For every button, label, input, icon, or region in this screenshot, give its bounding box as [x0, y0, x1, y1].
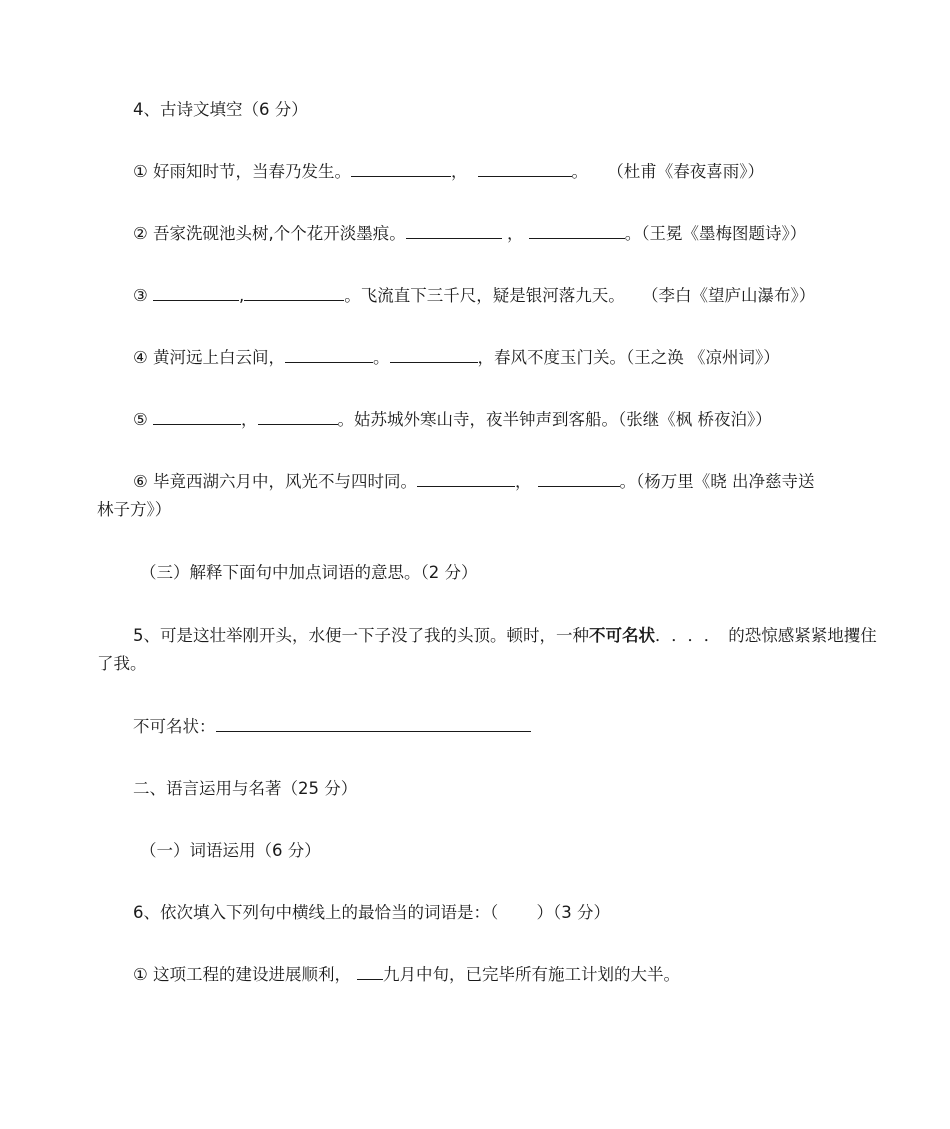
q4-item-3	[133, 285, 815, 307]
blank-line[interactable]	[529, 223, 625, 239]
poem-line: 吾家洗砚池头树,个个花开淡墨痕。	[153, 224, 406, 243]
q4-title: 4、古诗文填空（6 分）	[133, 100, 308, 119]
poem-line: 。飞流直下三千尺，疑是银河落九天。	[344, 286, 625, 305]
poem-source: （张继《枫 桥夜泊》）	[618, 410, 772, 429]
item-number: ⑥	[133, 472, 148, 491]
blank-line[interactable]	[538, 471, 620, 487]
part-2-subtitle: （一）词语运用（6 分）	[140, 841, 321, 860]
q6-title: 6、依次填入下列句中横线上的最恰当的词语是：（ ）（3 分）	[133, 903, 610, 922]
poem-line: 。姑苏城外寒山寺，夜半钟声到客船。	[337, 410, 619, 429]
poem-line: 毕竟西湖六月中，风光不与四时同。	[153, 472, 418, 491]
poem-source: （杜甫《春夜喜雨》）	[607, 162, 765, 181]
q4-item-5	[133, 409, 772, 431]
separator: ，	[507, 224, 524, 243]
q4-item-6	[133, 471, 815, 493]
separator: ,	[239, 286, 245, 305]
poem-line: 黄河远上白云间，	[153, 348, 286, 367]
q5-key-phrase: 不可名状	[589, 626, 655, 645]
q5-text-before: 5、可是这壮举刚开头，水便一下子没了我的头顶。顿时，一种	[133, 626, 589, 645]
separator: ，	[241, 410, 258, 429]
separator: ，	[451, 162, 468, 181]
q4-item-2	[133, 223, 806, 245]
blank-line[interactable]	[258, 409, 338, 425]
emphasis-dots: ．．．．	[655, 626, 729, 645]
item-number: ③	[133, 286, 148, 305]
item-number: ②	[133, 224, 148, 243]
answer-blank-line[interactable]	[216, 716, 531, 732]
period: 。	[624, 224, 642, 243]
blank-line[interactable]	[357, 964, 383, 980]
poem-line: ，春风不度玉门关。	[477, 348, 627, 367]
section-3-title: （三）解释下面句中加点词语的意思。（2 分）	[140, 563, 478, 582]
q4-item-6-cont: 林子方》）	[97, 500, 172, 519]
q6-text-a: 这项工程的建设进展顺利，	[153, 965, 352, 984]
period: 。	[571, 162, 589, 181]
blank-line[interactable]	[153, 285, 239, 301]
poem-source: （杨万里《晓 出净慈寺送	[636, 472, 815, 491]
q6-text-b: 九月中旬，已完毕所有施工计划的大半。	[383, 965, 681, 984]
poem-source: （王冕《墨梅图题诗》）	[641, 224, 807, 243]
q4-item-1	[133, 161, 764, 183]
item-number: ④	[133, 348, 148, 367]
poem-line: 好雨知时节，当春乃发生。	[153, 162, 352, 181]
poem-source: （王之涣 《凉州词》）	[626, 348, 780, 367]
blank-line[interactable]	[285, 347, 373, 363]
q4-item-4	[133, 347, 780, 369]
item-number: ①	[133, 965, 148, 984]
q6-item-1	[133, 964, 680, 986]
blank-line[interactable]	[406, 223, 502, 239]
blank-line[interactable]	[417, 471, 515, 487]
item-number: ⑤	[133, 410, 148, 429]
blank-line[interactable]	[153, 409, 241, 425]
q5-paragraph	[97, 622, 877, 678]
blank-line[interactable]	[351, 161, 451, 177]
q5-answer-label: 不可名状：	[133, 717, 216, 736]
q5-answer-row	[133, 716, 531, 738]
separator: ，	[515, 472, 532, 491]
blank-line[interactable]	[244, 285, 344, 301]
item-number: ①	[133, 162, 148, 181]
period: 。	[619, 472, 637, 491]
q5-text-after: 的恐惊感紧紧地攫住了我。	[97, 626, 877, 673]
period: 。	[373, 348, 390, 367]
poem-source: （李白《望庐山瀑布》）	[642, 286, 816, 305]
part-2-title: 二、语言运用与名著（25 分）	[133, 779, 358, 798]
blank-line[interactable]	[390, 347, 478, 363]
blank-line[interactable]	[478, 161, 572, 177]
